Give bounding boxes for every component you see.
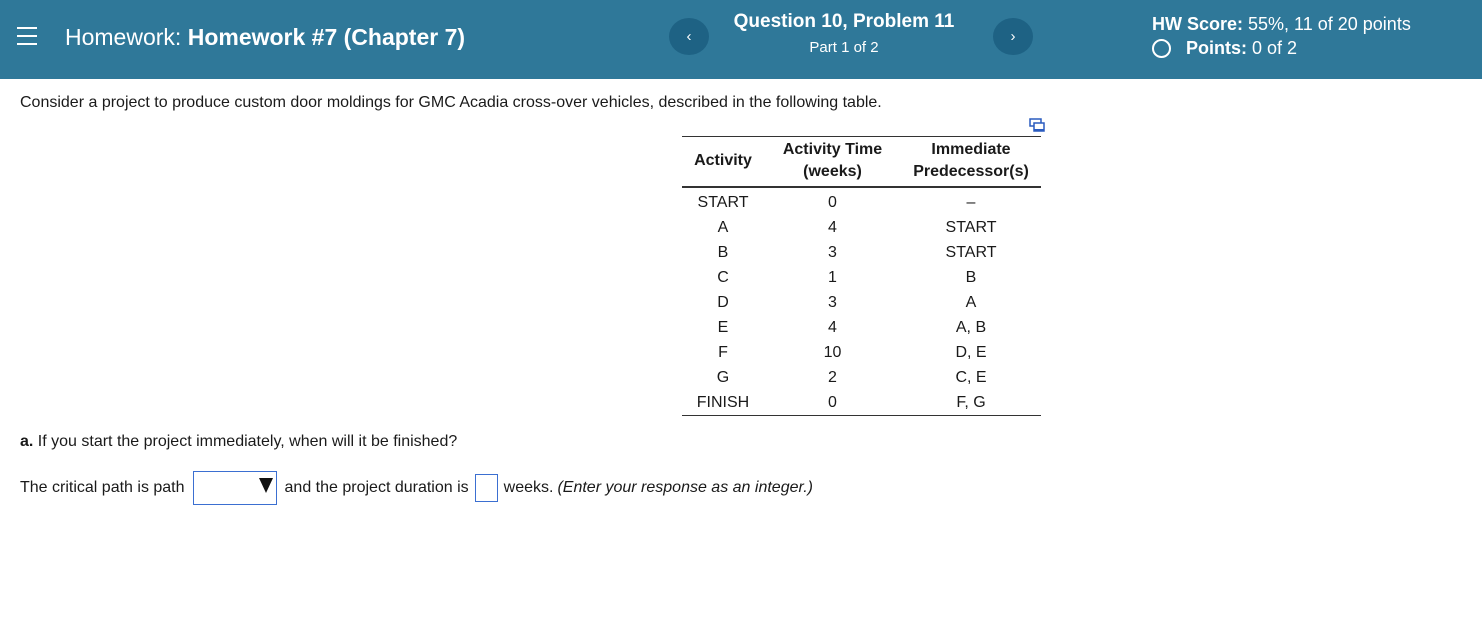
hw-score-value: 55%, 11 of 20 points <box>1248 14 1411 34</box>
table-row <box>682 240 1041 265</box>
points-circle-icon <box>1152 39 1171 58</box>
critical-path-dropdown[interactable] <box>193 471 277 505</box>
cell-time: 0 <box>828 194 837 211</box>
homework-title <box>65 24 465 51</box>
table-row <box>682 340 1041 365</box>
cell-predecessor: START <box>945 219 997 236</box>
table-row <box>682 315 1041 340</box>
activity-table <box>682 136 1041 416</box>
points-label: Points: <box>1186 38 1247 58</box>
answer-hint: (Enter your response as an integer.) <box>557 479 813 496</box>
cell-activity: E <box>717 319 729 336</box>
cell-activity: START <box>697 194 749 211</box>
homework-name: Homework #7 (Chapter 7) <box>187 24 466 50</box>
copy-table-icon[interactable] <box>1029 118 1045 132</box>
next-question-button[interactable] <box>993 18 1033 55</box>
previous-question-button[interactable] <box>669 18 709 55</box>
table-row <box>682 390 1041 416</box>
cell-predecessor: C, E <box>955 369 987 386</box>
hw-score <box>1152 14 1411 35</box>
project-duration-input[interactable] <box>475 474 498 502</box>
header-activity: Activity <box>682 137 764 188</box>
cell-time: 2 <box>828 369 837 386</box>
cell-predecessor: – <box>966 194 976 211</box>
table-row <box>682 187 1041 215</box>
cell-time: 1 <box>828 269 837 286</box>
cell-activity: C <box>717 269 729 286</box>
hw-score-label: HW Score: <box>1152 14 1244 34</box>
menu-icon[interactable] <box>17 27 37 45</box>
question-a-text: If you start the project immediately, when will it be finished? <box>37 433 458 450</box>
answer-prefix: The critical path is path <box>20 479 185 496</box>
question-a-label: a. <box>20 433 34 450</box>
cell-time: 0 <box>764 390 901 416</box>
question-title: Question 10, Problem 11 <box>733 11 955 32</box>
answer-middle: and the project duration is <box>284 479 469 496</box>
cell-activity: F <box>718 344 728 361</box>
cell-predecessor: F, G <box>901 390 1041 416</box>
cell-predecessor: START <box>945 244 997 261</box>
answer-line <box>20 471 813 505</box>
cell-predecessor: B <box>965 269 977 286</box>
chevron-left-icon: ‹ <box>686 28 692 45</box>
header-bar <box>0 0 1482 79</box>
cell-activity: A <box>717 219 729 236</box>
cell-predecessor: A <box>965 294 977 311</box>
cell-time: 3 <box>828 294 837 311</box>
cell-time: 4 <box>828 219 837 236</box>
header-predecessors: Immediate Predecessor(s) <box>901 137 1041 188</box>
intro-text: Consider a project to produce custom door moldings for GMC Acadia cross-over vehicles, described in the following table. <box>20 94 882 111</box>
header-activity-time: Activity Time (weeks) <box>764 137 901 188</box>
dropdown-arrow-icon[interactable] <box>259 478 273 493</box>
chevron-right-icon: › <box>1010 28 1016 45</box>
cell-predecessor: D, E <box>955 344 987 361</box>
homework-prefix: Homework: <box>65 24 182 50</box>
cell-activity: B <box>717 244 729 261</box>
cell-activity: G <box>716 369 730 386</box>
answer-suffix: weeks. <box>503 479 554 496</box>
table-row <box>682 365 1041 390</box>
question-info <box>712 11 976 56</box>
points <box>1152 38 1297 59</box>
points-value: 0 of 2 <box>1252 38 1298 58</box>
table-row <box>682 265 1041 290</box>
question-a <box>20 433 457 451</box>
cell-activity: FINISH <box>682 390 764 416</box>
cell-time: 3 <box>828 244 837 261</box>
cell-predecessor: A, B <box>955 319 987 336</box>
cell-time: 10 <box>823 344 842 361</box>
cell-activity: D <box>717 294 729 311</box>
table-row <box>682 215 1041 240</box>
table-row <box>682 290 1041 315</box>
question-part: Part 1 of 2 <box>809 39 879 56</box>
cell-time: 4 <box>828 319 837 336</box>
